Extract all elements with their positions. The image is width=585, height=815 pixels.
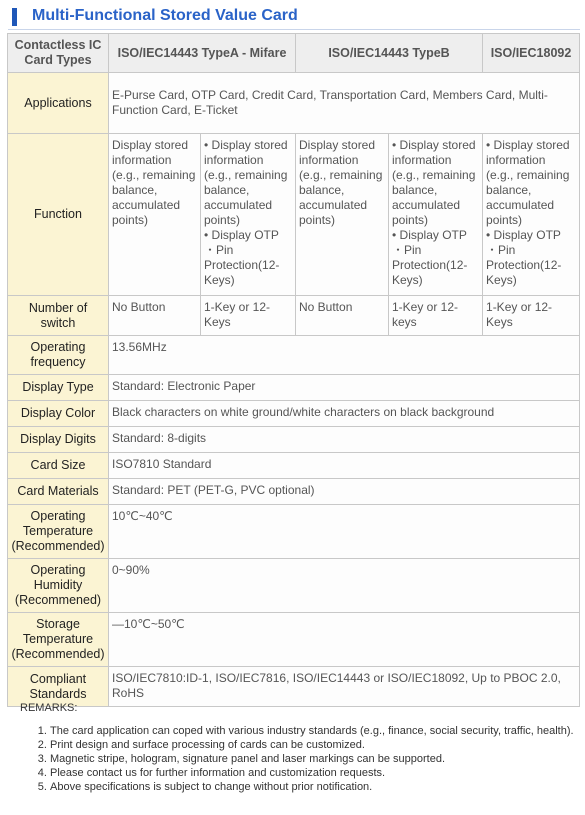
row-label: Operating Temperature (Recommended)	[8, 505, 109, 559]
row-display-color	[8, 401, 580, 427]
row-value: Standard: PET (PET-G, PVC optional)	[109, 479, 580, 505]
row-label: Display Type	[8, 375, 109, 401]
row-display-type	[8, 375, 580, 401]
remark-item: 2. Print design and surface processing of cards can be customized.	[50, 738, 575, 752]
function-cell: • Display stored information (e.g., remaining balance, accumulated points) • Display OTP ・Pin Protection(12-Keys)	[483, 134, 580, 296]
row-label: Applications	[8, 73, 109, 134]
remark-item: 1. The card application can coped with various industry standards (e.g., finance, social security, traffic, health).	[50, 724, 575, 738]
remarks-list	[20, 724, 575, 794]
switch-cell: No Button	[109, 296, 201, 336]
row-value: Black characters on white ground/white characters on black background	[109, 401, 580, 427]
row-op-temp	[8, 505, 580, 559]
row-storage-temp	[8, 613, 580, 667]
row-label: Function	[8, 134, 109, 296]
page-title: Multi-Functional Stored Value Card	[32, 7, 298, 24]
header-iso18092: ISO/IEC18092	[483, 34, 580, 73]
row-label: Compliant Standards	[8, 667, 109, 707]
function-cell: Display stored information (e.g., remaining balance, accumulated points)	[296, 134, 389, 296]
remarks-title: REMARKS:	[20, 702, 78, 714]
row-card-materials	[8, 479, 580, 505]
row-value: 13.56MHz	[109, 336, 580, 375]
row-value: —10℃~50℃	[109, 613, 580, 667]
header-typea: ISO/IEC14443 TypeA - Mifare	[109, 34, 296, 73]
row-function	[8, 134, 580, 296]
remark-item: 3. Magnetic stripe, hologram, signature panel and laser markings can be supported.	[50, 752, 575, 766]
row-op-humidity	[8, 559, 580, 613]
row-value: ISO7810 Standard	[109, 453, 580, 479]
row-label: Storage Temperature (Recommended)	[8, 613, 109, 667]
header-card-types: Contactless IC Card Types	[8, 34, 109, 73]
row-label: Card Materials	[8, 479, 109, 505]
row-switch	[8, 296, 580, 336]
row-label: Number of switch	[8, 296, 109, 336]
row-value: Standard: 8-digits	[109, 427, 580, 453]
remark-item: 4. Please contact us for further information and customization requests.	[50, 766, 575, 780]
switch-cell: 1-Key or 12-Keys	[201, 296, 296, 336]
header-typeb: ISO/IEC14443 TypeB	[296, 34, 483, 73]
row-value: ISO/IEC7810:ID-1, ISO/IEC7816, ISO/IEC14443 or ISO/IEC18092, Up to PBOC 2.0, RoHS	[109, 667, 580, 707]
switch-cell: No Button	[296, 296, 389, 336]
row-label: Display Color	[8, 401, 109, 427]
row-value: 10℃~40℃	[109, 505, 580, 559]
remarks-section	[20, 702, 575, 794]
switch-cell: 1-Key or 12-keys	[389, 296, 483, 336]
function-cell: • Display stored information (e.g., remaining balance, accumulated points) • Display OTP ・Pin Protection(12-Keys)	[389, 134, 483, 296]
row-value: E-Purse Card, OTP Card, Credit Card, Transportation Card, Members Card, Multi-Function Card, E-Ticket	[109, 73, 580, 134]
remark-item: 5. Above specifications is subject to change without prior notification.	[50, 780, 575, 794]
switch-cell: 1-Key or 12-Keys	[483, 296, 580, 336]
row-label: Operating frequency	[8, 336, 109, 375]
function-cell: Display stored information (e.g., remaining balance, accumulated points)	[109, 134, 201, 296]
function-cell: • Display stored information (e.g., remaining balance, accumulated points) • Display OTP ・Pin Protection(12-Keys)	[201, 134, 296, 296]
row-display-digits	[8, 427, 580, 453]
title-divider	[8, 29, 580, 30]
title-marker	[12, 8, 17, 26]
title-bar	[8, 6, 580, 28]
row-standards	[8, 667, 580, 707]
row-applications	[8, 73, 580, 134]
row-value: Standard: Electronic Paper	[109, 375, 580, 401]
table-header-row	[8, 34, 580, 73]
spec-table	[7, 33, 580, 707]
row-frequency	[8, 336, 580, 375]
row-label: Display Digits	[8, 427, 109, 453]
row-card-size	[8, 453, 580, 479]
row-label: Operating Humidity (Recommened)	[8, 559, 109, 613]
row-value: 0~90%	[109, 559, 580, 613]
row-label: Card Size	[8, 453, 109, 479]
